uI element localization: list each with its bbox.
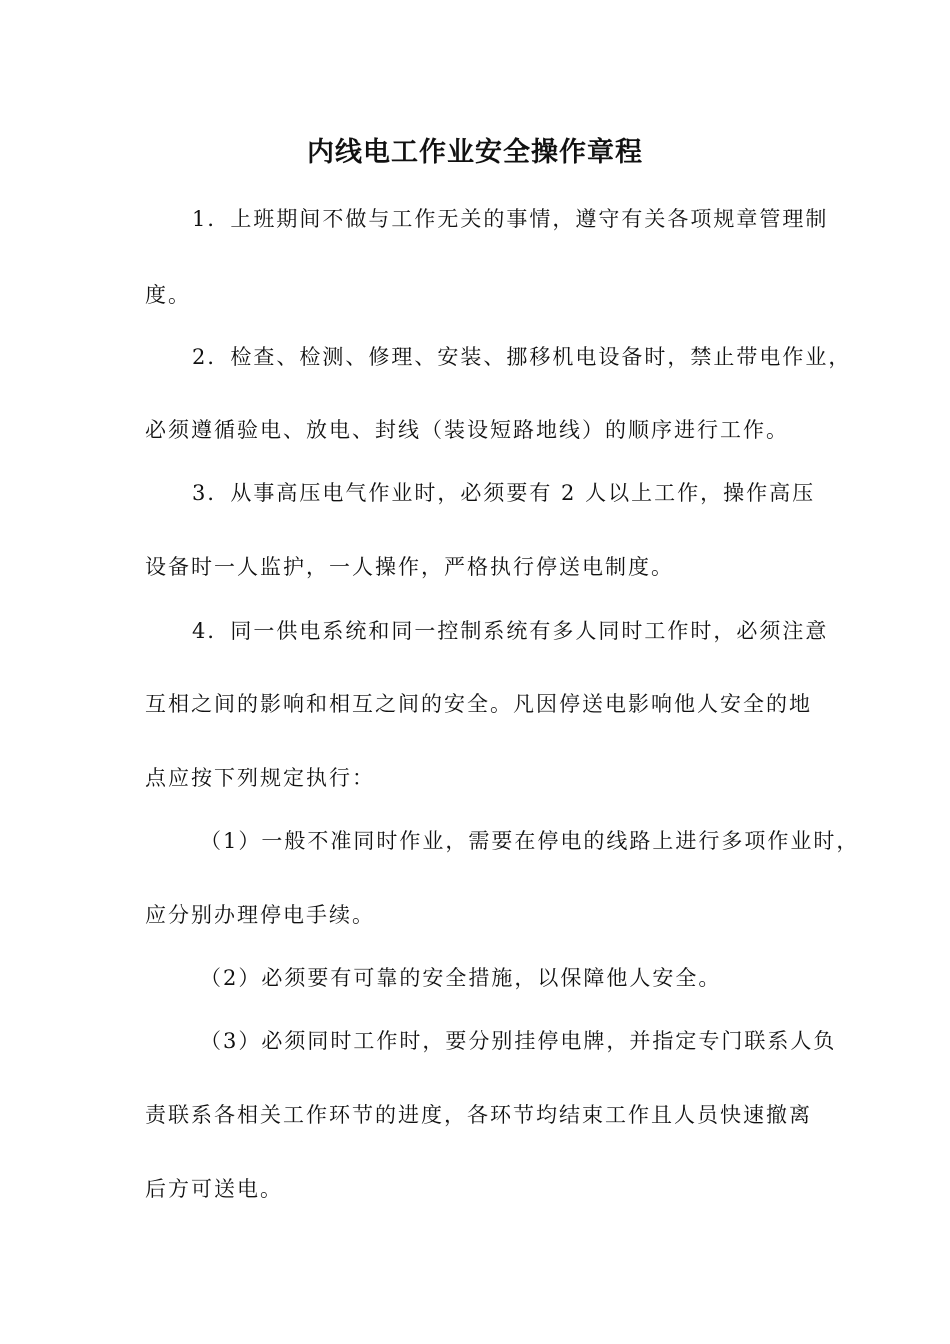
paragraph-4-line-2: 互相之间的影响和相互之间的安全。凡因停送电影响他人安全的地 (145, 692, 812, 716)
item-1-line-1: （1）一般不准同时作业，需要在停电的线路上进行多项作业时， (200, 829, 860, 853)
paragraph-4-line-3: 点应按下列规定执行： (145, 766, 375, 790)
paragraph-3-line-2: 设备时一人监护，一人操作，严格执行停送电制度。 (145, 555, 674, 579)
paragraph-3-line-1: 3．从事高压电气作业时，必须要有 2 人以上工作，操作高压 (192, 481, 816, 505)
item-3-line-1: （3）必须同时工作时，要分别挂停电牌，并指定专门联系人负 (200, 1029, 837, 1053)
document-title: 内线电工作业安全操作章程 (307, 137, 643, 168)
paragraph-2-line-2: 必须遵循验电、放电、封线（装设短路地线）的顺序进行工作。 (145, 418, 789, 442)
paragraph-1-line-2: 度。 (145, 283, 191, 307)
item-3-line-3: 后方可送电。 (145, 1177, 283, 1201)
paragraph-1-line-1: 1．上班期间不做与工作无关的事情，遵守有关各项规章管理制 (192, 207, 829, 231)
paragraph-4-line-1: 4．同一供电系统和同一控制系统有多人同时工作时，必须注意 (192, 619, 829, 643)
item-1-line-2: 应分别办理停电手续。 (145, 903, 375, 927)
paragraph-2-line-1: 2．检查、检测、修理、安装、挪移机电设备时，禁止带电作业， (192, 345, 852, 369)
item-3-line-2: 责联系各相关工作环节的进度，各环节均结束工作且人员快速撤离 (145, 1103, 812, 1127)
item-2-line-1: （2）必须要有可靠的安全措施，以保障他人安全。 (200, 966, 722, 990)
